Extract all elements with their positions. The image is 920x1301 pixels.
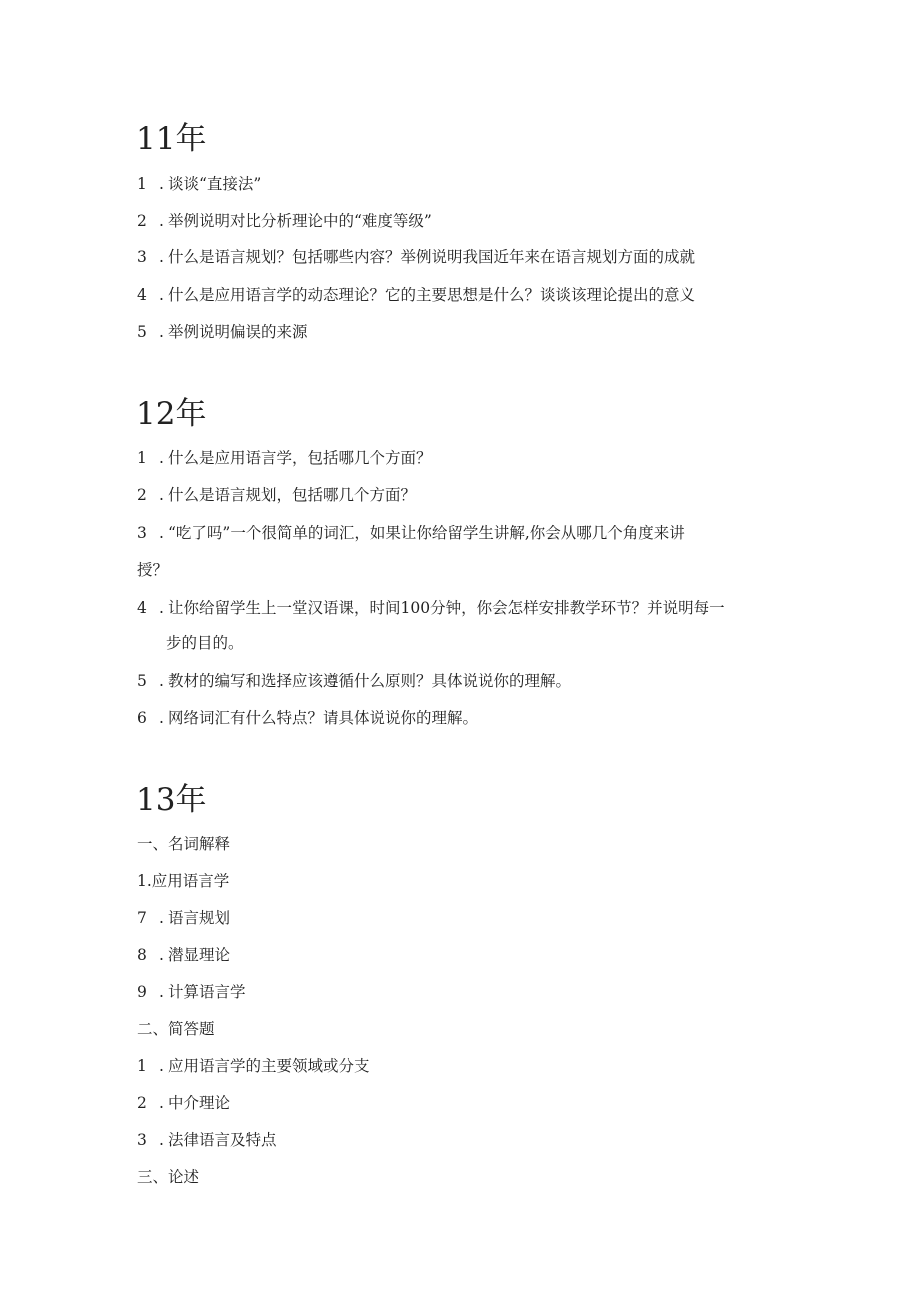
item-dot: . <box>159 524 164 542</box>
item-dot: . <box>159 1094 164 1112</box>
list-item <box>137 596 725 620</box>
item-text: 应用语言学的主要领域或分支 <box>168 1057 370 1075</box>
subsection-title: 三、论述 <box>137 1168 200 1186</box>
item-dot: . <box>159 449 164 467</box>
item-dot: . <box>159 672 164 690</box>
item-number: 2 <box>137 486 147 504</box>
item-number: 3 <box>137 1131 147 1149</box>
item-dot: . <box>159 323 164 341</box>
item-number: 3 <box>137 248 147 266</box>
section-heading-12: 12年 <box>136 396 207 432</box>
item-text: 潜显理论 <box>168 946 231 964</box>
list-item <box>137 1128 277 1152</box>
item-dot: . <box>159 486 164 504</box>
item-text: 中介理论 <box>168 1094 231 1112</box>
item-dot: . <box>159 709 164 727</box>
item-number: 4 <box>137 599 147 617</box>
item-dot: . <box>159 1131 164 1149</box>
section-heading-13: 13年 <box>136 782 207 818</box>
item-continuation: 步的目的。 <box>166 634 244 652</box>
item-number: 5 <box>137 672 147 690</box>
item-dot: . <box>159 212 164 230</box>
item-number: 4 <box>137 286 147 304</box>
list-item <box>137 483 416 507</box>
list-item <box>137 669 571 693</box>
item-number: 1 <box>137 175 147 193</box>
subsection-title: 一、名词解释 <box>137 835 231 853</box>
list-item <box>137 706 478 730</box>
list-item <box>137 943 230 967</box>
item-text: 谈谈“直接法” <box>168 175 262 193</box>
item-text: 网络词汇有什么特点？请具体说说你的理解。 <box>168 709 479 727</box>
list-item <box>137 1091 230 1115</box>
item-number: 1 <box>137 1057 147 1075</box>
item-text: 语言规划 <box>168 909 231 927</box>
item-text: 法律语言及特点 <box>168 1131 277 1149</box>
list-item: 1.应用语言学 <box>137 872 230 890</box>
item-text: 让你给留学生上一堂汉语课，时间100分钟，你会怎样安排教学环节？并说明每一 <box>168 599 725 617</box>
item-number: 3 <box>137 524 147 542</box>
list-item <box>137 172 261 196</box>
item-dot: . <box>159 909 164 927</box>
item-continuation: 授？ <box>137 561 169 579</box>
item-number: 8 <box>137 946 147 964</box>
list-item <box>137 980 246 1004</box>
item-number: 2 <box>137 1094 147 1112</box>
item-text: 什么是语言规划，包括哪几个方面？ <box>168 486 417 504</box>
item-number: 7 <box>137 909 147 927</box>
item-text: 举例说明偏误的来源 <box>168 323 308 341</box>
item-text: 举例说明对比分析理论中的“难度等级” <box>168 212 432 230</box>
list-item <box>137 245 695 269</box>
list-item <box>137 446 432 470</box>
item-text: 教材的编写和选择应该遵循什么原则？具体说说你的理解。 <box>168 672 572 690</box>
subsection-title: 二、简答题 <box>137 1020 215 1038</box>
list-item <box>137 320 308 344</box>
item-dot: . <box>159 286 164 304</box>
list-item <box>137 209 432 233</box>
list-item <box>137 906 230 930</box>
item-dot: . <box>159 175 164 193</box>
item-number: 9 <box>137 983 147 1001</box>
item-dot: . <box>159 946 164 964</box>
item-text: 什么是语言规划？包括哪些内容？举例说明我国近年来在语言规划方面的成就 <box>168 248 696 266</box>
item-dot: . <box>159 599 164 617</box>
item-number: 5 <box>137 323 147 341</box>
item-text: 计算语言学 <box>168 983 246 1001</box>
list-item <box>137 1054 370 1078</box>
item-dot: . <box>159 248 164 266</box>
item-dot: . <box>159 1057 164 1075</box>
item-number: 1 <box>137 449 147 467</box>
item-text: 什么是应用语言学，包括哪几个方面？ <box>168 449 432 467</box>
section-heading-11: 11年 <box>136 121 207 157</box>
item-dot: . <box>159 983 164 1001</box>
item-number: 2 <box>137 212 147 230</box>
item-text: 什么是应用语言学的动态理论？它的主要思想是什么？谈谈该理论提出的意义 <box>168 286 696 304</box>
item-text: “吃了吗”一个很简单的词汇，如果让你给留学生讲解,你会从哪几个角度来讲 <box>168 524 685 542</box>
item-number: 6 <box>137 709 147 727</box>
list-item <box>137 283 695 307</box>
list-item <box>137 521 685 545</box>
